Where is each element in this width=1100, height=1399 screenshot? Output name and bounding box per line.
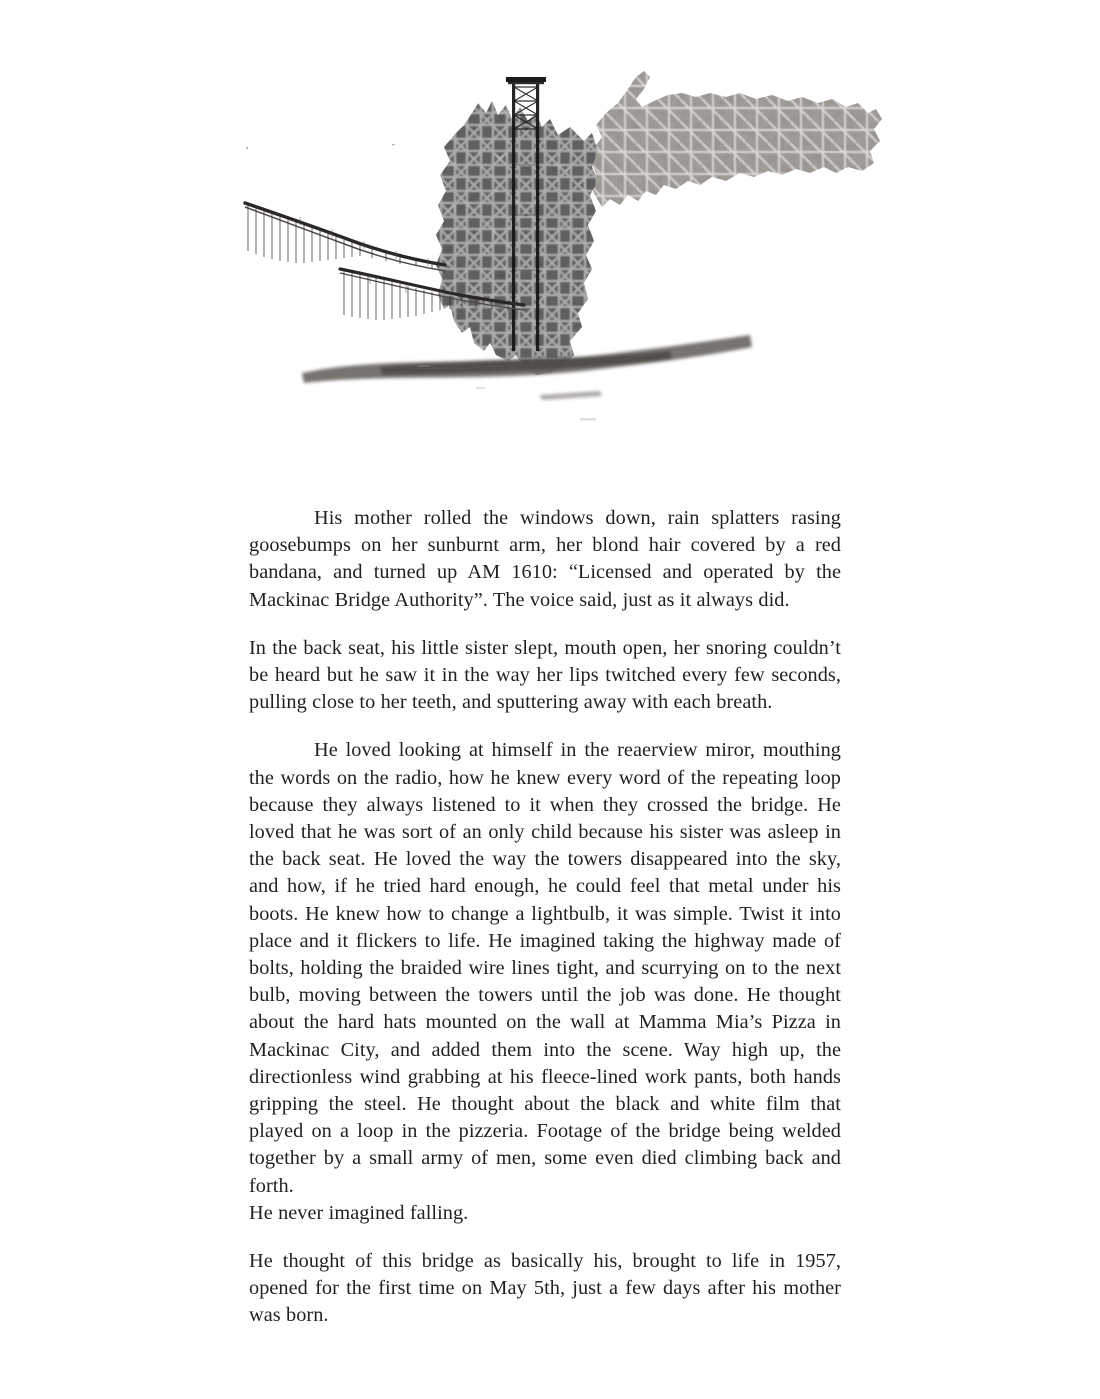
paragraph-1: His mother rolled the windows down, rain splatters rasing goosebumps on her sunburnt arm, her blond hair covered by a red bandana, and turned up AM 1610: “Licensed and operated by the Mackinac Bridge Authority”. The voice said, just as it always did. (249, 507, 841, 611)
upper-peninsula-shape (580, 65, 900, 225)
bridge-michigan-collage-artwork (240, 55, 900, 435)
paragraph-4: He never imagined falling. (249, 1201, 469, 1224)
story-body (249, 505, 841, 1330)
paragraph-5: He thought of this bridge as basically his, brought to life in 1957, opened for the first time on May 5th, just a few days after his mother was born. (249, 1250, 841, 1327)
lower-peninsula-shape (420, 85, 620, 395)
collage-svg (240, 55, 900, 435)
paragraph-3: He loved looking at himself in the reaerview miror, mouthing the words on the radio, how he knew every word of the repeating loop because they always listened to it when they crossed the bridge. He loved that he was sort of an only child because his sister was asleep in the back seat. He loved the way the towers disappeared into the sky, and how, if he tried hard enough, he could feel that metal under his boots. He knew how to change a lightbulb, it was simple. Twist it into place and it flickers to life. He imagined taking the highway made of bolts, holding the braided wire lines tight, and scurrying on to the next bulb, moving between the towers until the job was done. He thought about the hard hats mounted on the wall at Mamma Mia’s Pizza in Mackinac City, and added them into the scene. Way high up, the directionless wind grabbing at his fleece-lined work pants, both hands gripping the steel. He thought about the black and white film that played on a loop in the pizzeria. Footage of the bridge being welded together by a small army of men, some even died climbing back and forth. (249, 739, 841, 1197)
paragraph-2: In the back seat, his little sister slept, mouth open, her snoring couldn’t be heard but he saw it in the way her lips twitched every few seconds, pulling close to her teeth, and sputtering away with each breath. (249, 636, 841, 714)
bridge-span-upper (245, 203, 446, 271)
